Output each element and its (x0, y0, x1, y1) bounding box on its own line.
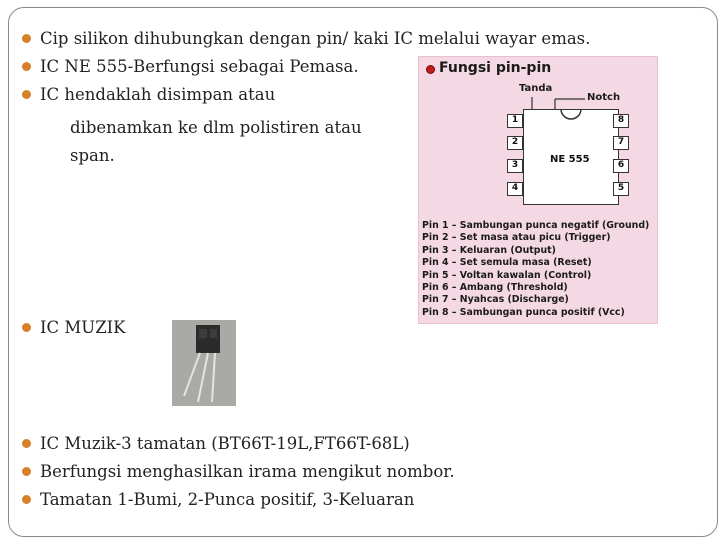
pin-function-item: Pin 5 – Voltan kawalan (Control) (422, 269, 592, 281)
bullet-icon (22, 323, 31, 332)
bullet-icon (22, 467, 31, 476)
pin-function-list (422, 220, 649, 319)
label-tanda: Tanda (519, 83, 553, 94)
bullet-item-cip (22, 29, 590, 49)
bullet-item-simpan (22, 85, 275, 105)
bullet-icon (22, 439, 31, 448)
bullet-text: Berfungsi menghasilkan irama mengikut nombor. (40, 462, 455, 481)
bullet-icon (22, 495, 31, 504)
bullet-continuation: dibenamkan ke dlm polistiren atau (70, 118, 362, 137)
chip-label: NE 555 (550, 154, 590, 165)
pin-6: 6 (613, 159, 629, 173)
pin-function-item: Pin 7 – Nyahcas (Discharge) (422, 294, 569, 306)
bullet-text: Tamatan 1-Bumi, 2-Punca positif, 3-Keluaran (40, 490, 415, 509)
pin-4: 4 (507, 182, 523, 196)
bullet-item-tamatan (22, 434, 410, 454)
ic-component-image (172, 320, 236, 406)
ic-muzik-photo (172, 320, 236, 406)
bullet-item-tamatan-pin (22, 490, 414, 510)
pin-2: 2 (507, 136, 523, 150)
pin-5: 5 (613, 182, 629, 196)
pin-function-diagram (418, 56, 658, 324)
diagram-title: Fungsi pin-pin (439, 60, 552, 76)
pin-function-item: Pin 1 – Sambungan punca negatif (Ground) (422, 220, 650, 231)
pin-function-item: Pin 6 – Ambang (Threshold) (422, 282, 568, 294)
bullet-continuation: span. (70, 146, 115, 165)
bullet-text: IC Muzik-3 tamatan (BT66T-19L,FT66T-68L) (40, 434, 410, 453)
pin-3: 3 (507, 159, 523, 173)
bullet-item-fungsi (22, 462, 455, 482)
label-notch: Notch (587, 92, 621, 103)
ic-chip-body (523, 109, 619, 205)
pin-function-item: Pin 4 – Set semula masa (Reset) (422, 257, 592, 269)
bullet-item-ic-muzik (22, 318, 126, 338)
pin-function-item: Pin 8 – Sambungan punca positif (Vcc) (422, 306, 625, 318)
bullet-item-ne555 (22, 57, 359, 77)
bullet-text: IC MUZIK (40, 318, 126, 337)
pin-function-item: Pin 3 – Keluaran (Output) (422, 244, 556, 256)
bullet-text: IC hendaklah disimpan atau (40, 85, 276, 104)
notch-icon (523, 109, 619, 129)
bullet-icon (22, 62, 31, 71)
pin-8: 8 (613, 114, 629, 128)
pin-7: 7 (613, 136, 629, 150)
bullet-text: IC NE 555-Berfungsi sebagai Pemasa. (40, 57, 359, 76)
bullet-icon (22, 90, 31, 99)
pin-function-item: Pin 2 – Set masa atau picu (Trigger) (422, 232, 611, 244)
pin-1: 1 (507, 114, 523, 128)
bullet-text: Cip silikon dihubungkan dengan pin/ kaki IC melalui wayar emas. (40, 29, 591, 48)
bullet-icon (22, 34, 31, 43)
